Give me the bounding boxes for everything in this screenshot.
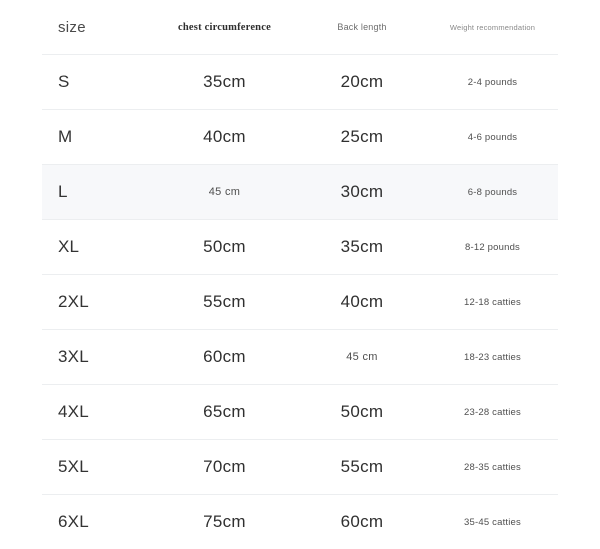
cell-back-length: 45 cm [297,330,427,385]
cell-back-length: 30cm [297,165,427,220]
cell-chest-circumference: 50cm [152,220,297,275]
cell-size: S [42,55,152,110]
cell-chest-circumference: 70cm [152,440,297,495]
cell-back-length: 40cm [297,275,427,330]
table-row [42,165,558,220]
table-row [42,220,558,275]
table-header-row [42,0,558,55]
cell-weight-recommendation: 2-4 pounds [427,55,558,110]
column-header-weight-recommendation: Weight recommendation [427,0,558,55]
cell-size: 6XL [42,495,152,549]
column-header-back-length: Back length [297,0,427,55]
table-row [42,495,558,549]
cell-size: XL [42,220,152,275]
cell-back-length: 60cm [297,495,427,549]
cell-size: L [42,165,152,220]
cell-back-length: 55cm [297,440,427,495]
cell-weight-recommendation: 18-23 catties [427,330,558,385]
cell-weight-recommendation: 12-18 catties [427,275,558,330]
cell-size: 5XL [42,440,152,495]
cell-chest-circumference: 65cm [152,385,297,440]
cell-chest-circumference: 40cm [152,110,297,165]
table-row [42,385,558,440]
table-row [42,110,558,165]
table-row [42,330,558,385]
table-row [42,275,558,330]
cell-weight-recommendation: 8-12 pounds [427,220,558,275]
cell-chest-circumference: 75cm [152,495,297,549]
column-header-size: size [42,0,152,55]
cell-chest-circumference: 35cm [152,55,297,110]
cell-size: 2XL [42,275,152,330]
cell-weight-recommendation: 4-6 pounds [427,110,558,165]
cell-weight-recommendation: 6-8 pounds [427,165,558,220]
table-row [42,440,558,495]
table-body [42,55,558,549]
cell-back-length: 20cm [297,55,427,110]
column-header-chest-circumference: chest circumference [152,0,297,55]
cell-chest-circumference: 55cm [152,275,297,330]
cell-size: 3XL [42,330,152,385]
table-row [42,55,558,110]
size-chart-table [42,0,558,549]
table-header [42,0,558,55]
cell-weight-recommendation: 35-45 catties [427,495,558,549]
cell-weight-recommendation: 23-28 catties [427,385,558,440]
cell-size: 4XL [42,385,152,440]
cell-size: M [42,110,152,165]
cell-back-length: 35cm [297,220,427,275]
cell-chest-circumference: 45 cm [152,165,297,220]
cell-weight-recommendation: 28-35 catties [427,440,558,495]
cell-back-length: 50cm [297,385,427,440]
cell-chest-circumference: 60cm [152,330,297,385]
cell-back-length: 25cm [297,110,427,165]
